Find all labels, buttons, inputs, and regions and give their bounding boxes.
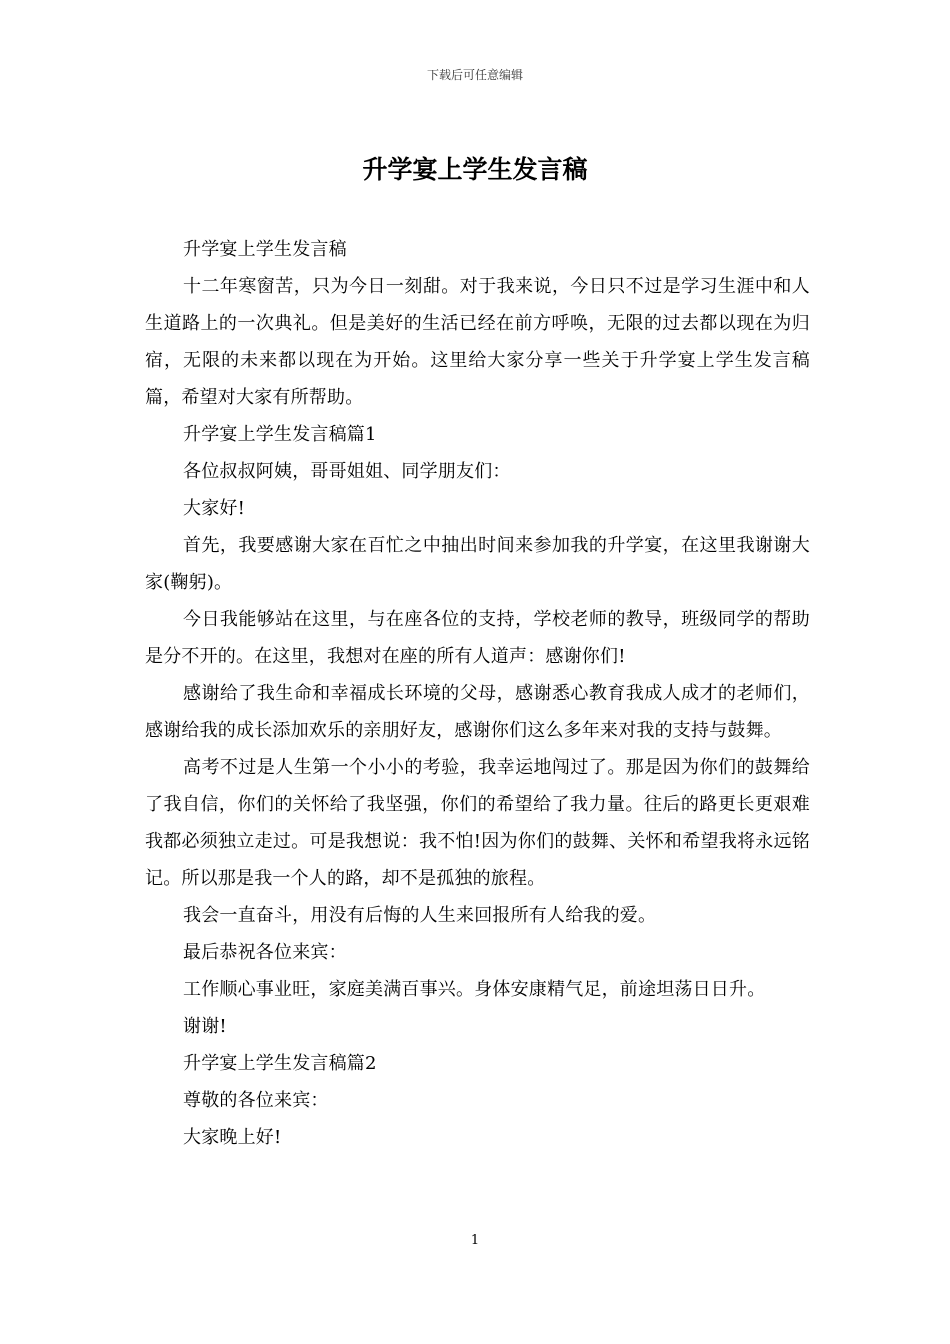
paragraph: 最后恭祝各位来宾：: [183, 942, 347, 963]
paragraph: 十二年寒窗苦，只为今日一刻甜。对于我来说，今日只不过是学习生涯中和人生道路上的一次典礼。但是美好的生活已经在前方呼唤，无限的过去都以现在为归宿，无限的未来都以现在为开始。这里给大家分享一些关于升学宴上学生发言稿篇，希望对大家有所帮助。: [145, 276, 810, 408]
paragraph: 高考不过是人生第一个小小的考验，我幸运地闯过了。那是因为你们的鼓舞给了我自信，你们的关怀给了我坚强，你们的希望给了我力量。往后的路更长更艰难我都必须独立走过。可是我想说：我不怕!因为你们的鼓舞、关怀和希望我将永远铭记。所以那是我一个人的路，却不是孤独的旅程。: [145, 757, 810, 889]
paragraph: 大家好!: [183, 498, 246, 519]
paragraph: 今日我能够站在这里，与在座各位的支持，学校老师的教导，班级同学的帮助是分不开的。在这里，我想对在座的所有人道声：感谢你们!: [145, 609, 810, 667]
paragraph: 升学宴上学生发言稿: [183, 239, 347, 260]
page-header: 下载后可任意编辑: [426, 68, 523, 82]
paragraph: 我会一直奋斗，用没有后悔的人生来回报所有人给我的爱。: [183, 905, 657, 926]
paragraph: 大家晚上好!: [183, 1127, 282, 1148]
paragraph: 升学宴上学生发言稿篇2: [183, 1053, 377, 1074]
paragraph: 感谢给了我生命和幸福成长环境的父母，感谢悉心教育我成人成才的老师们，感谢给我的成长添加欢乐的亲朋好友，感谢你们这么多年来对我的支持与鼓舞。: [145, 683, 810, 741]
page-number: 1: [470, 1233, 480, 1248]
paragraph: 各位叔叔阿姨，哥哥姐姐、同学朋友们：: [183, 461, 511, 482]
paragraph: 首先，我要感谢大家在百忙之中抽出时间来参加我的升学宴，在这里我谢谢大家(鞠躬)。: [145, 535, 810, 593]
document-body: [145, 231, 810, 1156]
paragraph: 尊敬的各位来宾：: [183, 1090, 329, 1111]
paragraph: 升学宴上学生发言稿篇1: [183, 424, 377, 445]
paragraph: 谢谢!: [183, 1016, 227, 1037]
paragraph: 工作顺心事业旺，家庭美满百事兴。身体安康精气足，前途坦荡日日升。: [183, 979, 766, 1000]
document-title: 升学宴上学生发言稿: [362, 155, 588, 184]
